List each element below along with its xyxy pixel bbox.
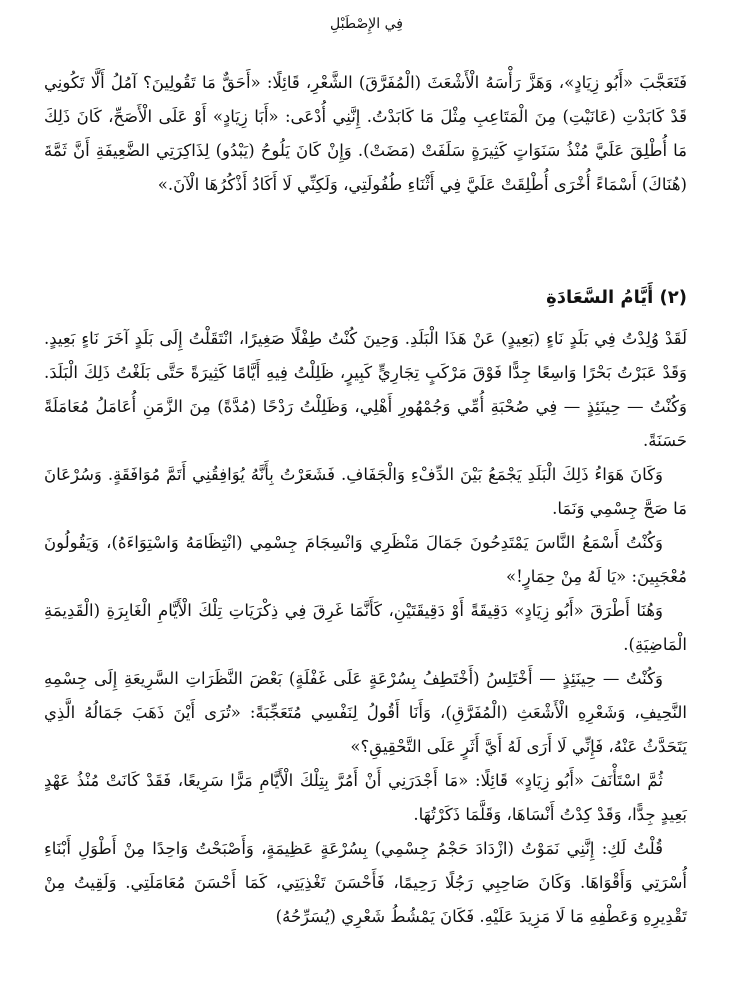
paragraph-1: لَقَدْ وُلِدْتُ فِي بَلَدٍ نَاءٍ (بَعِيدٍ) عَنْ هَذَا الْبَلَدِ. وَحِينَ كُنْتُ طِفْلًا صَغِيرًا، انْتَقَلْتُ إِلَى بَلَدٍ آخَرَ نَاءٍ بَعِيدٍ. وَقَدْ عَبَرْتُ بَحْرًا وَاسِعًا جِدًّا فَوْقَ مَرْكَبٍ تِجَارِيٍّ كَبِيرٍ، ظَلِلْتُ فِيهِ أَيَّامًا كَثِيرَةً حَتَّى بَلَغْتُ ذَلِكَ الْبَلَدَ. وَكُنْتُ — حِينَئِذٍ — فِي صُحْبَةِ أُمِّي وَجُمْهُورِ أَهْلِي، وَظَلِلْتُ رَدْحًا (مُدَّةً) مِنَ الزَّمَنِ أُعَامَلُ مُعَامَلَةً حَسَنَةً.: [44, 329, 687, 450]
paragraph-4: وَهُنَا أَطْرَقَ «أَبُو زِيَادٍ» دَقِيقَةً أَوْ دَقِيقَتَيْنِ، كَأَنَّمَا غَرِقَ فِي ذِكْرَيَاتِ تِلْكَ الْأَيَّامِ الْغَابِرَةِ (الْقَدِيمَةِ الْمَاضِيَةِ).: [44, 601, 687, 654]
paragraph-5: وَكُنْتُ — حِينَئِذٍ — أَخْتَلِسُ (أَخْتَطِفُ بِسُرْعَةٍ عَلَى غَفْلَةٍ) بَعْضَ النَّظَرَاتِ السَّرِيعَةِ إِلَى جِسْمِهِ النَّحِيفِ، وَشَعْرِهِ الْأَشْعَثِ (الْمُفَرَّقِ)، وَأَنَا أَقُولُ لِنَفْسِي مُتَعَجِّبَةً: «تُرَى أَيْنَ ذَهَبَ جَمَالُهُ الَّذِي يَتَحَدَّثُ عَنْهُ، فَإِنِّي لَا أَرَى لَهُ أَيَّ أَثَرٍ عَلَى التَّحْقِيقِ؟»: [44, 669, 687, 756]
paragraph-6: ثُمَّ اسْتَأْنَفَ «أَبُو زِيَادٍ» قَائِلًا: «مَا أَجْدَرَنِي أَنْ أَمُرَّ بِتِلْكَ الْأَيَّامِ مَرًّا سَرِيعًا، فَقَدْ كَانَتْ مُنْذُ عَهْدٍ بَعِيدٍ جِدًّا، وَقَدْ كِدْتُ أَنْسَاهَا، وَقَلَّمَا ذَكَرْتُهَا.: [44, 771, 687, 824]
paragraph-3: وَكُنْتُ أَسْمَعُ النَّاسَ يَمْتَدِحُونَ جَمَالَ مَنْظَرِي وَانْسِجَامَ جِسْمِي (انْتِظَامَهُ وَاسْتِوَاءَهُ)، وَيَقُولُونَ مُعْجَبِينَ: «يَا لَهُ مِنْ حِمَارٍ!»: [44, 533, 687, 586]
section-body: [44, 322, 687, 934]
section-heading: (٢) أَيَّامُ السَّعَادَةِ: [546, 287, 687, 308]
paragraph-7: قُلْتُ لَكِ: إِنَّنِي نَمَوْتُ (ازْدَادَ حَجْمُ جِسْمِي) بِسُرْعَةٍ عَظِيمَةٍ، وَأَصْبَحْتُ وَاحِدًا مِنْ أَطْوَلِ أَبْنَاءِ أُسْرَتِي وَأَقْوَاهَا. وَكَانَ صَاحِبِي رَجُلًا رَحِيمًا، فَأَحْسَنَ تَغْذِيَتِي، كَمَا أَحْسَنَ مُعَامَلَتِي. وَلَقِيتُ مِنْ تَقْدِيرِهِ وَعَطْفِهِ مَا لَا مَزِيدَ عَلَيْهِ. فَكَانَ يَمْشُطُ شَعْرِي (يُسَرِّحُهُ): [44, 839, 687, 926]
running-header: فِي الإِصْطَبْلِ: [330, 16, 403, 32]
intro-block: [44, 66, 687, 202]
intro-paragraph: فَتَعَجَّبَ «أَبُو زِيَادٍ»، وَهَزَّ رَأْسَهُ الْأَشْعَثَ (الْمُفَرَّقَ) الشَّعْرِ، قَائِلًا: «أَحَقٌّ مَا تَقُولِينَ؟ آمُلُ أَلَّا تَكُونِي قَدْ كَابَدْتِ (عَانَيْتِ) مِنَ الْمَتَاعِبِ مِثْلَ مَا كَابَدْتُ. إِنَّنِي أُدْعَى: «أَبَا زِيَادٍ» أَوْ عَلَى الْأَصَحِّ، كَانَ ذَلِكَ مَا أُطْلِقَ عَلَيَّ مُنْذُ سَنَوَاتٍ كَثِيرَةٍ سَلَفَتْ (مَضَتْ). وَإِنْ كَانَ يَلُوحُ (يَبْدُو) لِذَاكِرَتِي الضَّعِيفَةِ أَنَّ ثَمَّةَ (هُنَاكَ) أَسْمَاءً أُخْرَى أُطْلِقَتْ عَلَيَّ فِي أَثْنَاءِ طُفُولَتِي، وَلَكِنِّي لَا أَكَادُ أَذْكُرُهَا الْآنَ.»: [44, 73, 688, 194]
paragraph-2: وَكَانَ هَوَاءُ ذَلِكَ الْبَلَدِ يَجْمَعُ بَيْنَ الدِّفْءِ وَالْجَفَافِ. فَشَعَرْتُ بِأَنَّهُ يُوَافِقُنِي أَتَمَّ مُوَافَقَةٍ. وَسُرْعَانَ مَا صَحَّ جِسْمِي وَنَمَا.: [44, 465, 687, 518]
